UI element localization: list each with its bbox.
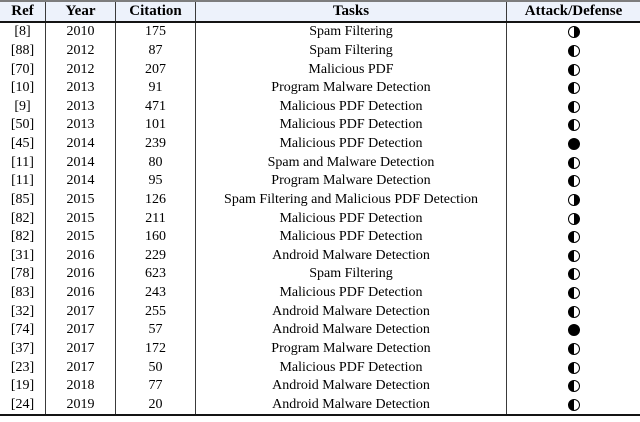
citation-cell: 87 [116, 42, 196, 61]
year-cell: 2018 [46, 377, 116, 396]
ref-cell: [11] [0, 172, 46, 191]
attack-defense-cell [507, 135, 640, 154]
table-row [0, 98, 640, 117]
table-row [0, 302, 640, 321]
citation-cell: 95 [116, 172, 196, 191]
year-cell: 2017 [46, 358, 116, 377]
task-cell: Malicious PDF Detection [196, 116, 507, 135]
task-cell: Spam Filtering and Malicious PDF Detection [196, 191, 507, 210]
attack-defense-cell [507, 265, 640, 284]
task-cell: Malicious PDF Detection [196, 98, 507, 117]
citation-cell: 211 [116, 209, 196, 228]
task-cell: Spam Filtering [196, 265, 507, 284]
year-cell: 2015 [46, 209, 116, 228]
citation-cell: 91 [116, 79, 196, 98]
table-body [0, 23, 640, 414]
left-half-moon-icon [568, 231, 580, 243]
ref-cell: [31] [0, 247, 46, 266]
attack-defense-cell [507, 302, 640, 321]
ref-cell: [78] [0, 265, 46, 284]
attack-defense-cell [507, 116, 640, 135]
ref-cell: [10] [0, 79, 46, 98]
header-ref: Ref [0, 2, 46, 21]
table-row [0, 358, 640, 377]
table-row [0, 116, 640, 135]
ref-cell: [50] [0, 116, 46, 135]
ref-cell: [70] [0, 60, 46, 79]
year-cell: 2012 [46, 60, 116, 79]
year-cell: 2012 [46, 42, 116, 61]
table-row [0, 23, 640, 42]
attack-defense-cell [507, 42, 640, 61]
ref-cell: [82] [0, 228, 46, 247]
left-half-moon-icon [568, 101, 580, 113]
year-cell: 2013 [46, 98, 116, 117]
task-cell: Android Malware Detection [196, 302, 507, 321]
citation-cell: 255 [116, 302, 196, 321]
citation-cell: 207 [116, 60, 196, 79]
attack-defense-cell [507, 79, 640, 98]
citation-cell: 20 [116, 396, 196, 415]
left-half-moon-icon [568, 343, 580, 355]
attack-defense-cell [507, 284, 640, 303]
left-half-moon-icon [568, 362, 580, 374]
year-cell: 2014 [46, 172, 116, 191]
left-half-moon-icon [568, 306, 580, 318]
ref-cell: [9] [0, 98, 46, 117]
citation-cell: 50 [116, 358, 196, 377]
full-moon-icon [568, 138, 580, 150]
citation-cell: 101 [116, 116, 196, 135]
table-row [0, 228, 640, 247]
table-row [0, 153, 640, 172]
year-cell: 2019 [46, 396, 116, 415]
left-half-moon-icon [568, 64, 580, 76]
ref-cell: [85] [0, 191, 46, 210]
year-cell: 2017 [46, 321, 116, 340]
year-cell: 2016 [46, 247, 116, 266]
year-cell: 2015 [46, 228, 116, 247]
task-cell: Program Malware Detection [196, 79, 507, 98]
ref-cell: [19] [0, 377, 46, 396]
task-cell: Android Malware Detection [196, 377, 507, 396]
year-cell: 2013 [46, 116, 116, 135]
table-header-row [0, 2, 640, 21]
task-cell: Android Malware Detection [196, 396, 507, 415]
attack-defense-cell [507, 377, 640, 396]
citation-cell: 160 [116, 228, 196, 247]
attack-defense-cell [507, 98, 640, 117]
header-year: Year [46, 2, 116, 21]
left-half-moon-icon [568, 82, 580, 94]
task-cell: Malicious PDF Detection [196, 228, 507, 247]
header-citation: Citation [116, 2, 196, 21]
table-row [0, 79, 640, 98]
ref-cell: [83] [0, 284, 46, 303]
header-tasks: Tasks [196, 2, 507, 21]
task-cell: Malicious PDF Detection [196, 284, 507, 303]
year-cell: 2010 [46, 23, 116, 42]
left-half-moon-icon [568, 268, 580, 280]
ref-cell: [11] [0, 153, 46, 172]
citation-cell: 239 [116, 135, 196, 154]
year-cell: 2016 [46, 265, 116, 284]
left-half-moon-icon [568, 45, 580, 57]
left-half-moon-icon [568, 287, 580, 299]
task-cell: Program Malware Detection [196, 340, 507, 359]
attack-defense-cell [507, 153, 640, 172]
table-row [0, 191, 640, 210]
table-row [0, 172, 640, 191]
attack-defense-cell [507, 23, 640, 42]
citation-cell: 229 [116, 247, 196, 266]
table-row [0, 209, 640, 228]
citation-cell: 80 [116, 153, 196, 172]
ref-cell: [32] [0, 302, 46, 321]
year-cell: 2014 [46, 153, 116, 172]
year-cell: 2015 [46, 191, 116, 210]
table-row [0, 340, 640, 359]
ref-cell: [88] [0, 42, 46, 61]
ref-cell: [23] [0, 358, 46, 377]
attack-defense-cell [507, 358, 640, 377]
left-half-moon-icon [568, 250, 580, 262]
table-row [0, 42, 640, 61]
attack-defense-cell [507, 321, 640, 340]
table-row [0, 284, 640, 303]
left-half-moon-icon [568, 399, 580, 411]
citation-cell: 172 [116, 340, 196, 359]
year-cell: 2014 [46, 135, 116, 154]
table-row [0, 60, 640, 79]
table-row [0, 396, 640, 415]
year-cell: 2013 [46, 79, 116, 98]
citation-cell: 126 [116, 191, 196, 210]
table-row [0, 135, 640, 154]
year-cell: 2017 [46, 340, 116, 359]
ref-cell: [82] [0, 209, 46, 228]
citation-cell: 57 [116, 321, 196, 340]
task-cell: Spam Filtering [196, 42, 507, 61]
citation-cell: 471 [116, 98, 196, 117]
attack-defense-cell [507, 340, 640, 359]
year-cell: 2016 [46, 284, 116, 303]
task-cell: Program Malware Detection [196, 172, 507, 191]
task-cell: Malicious PDF [196, 60, 507, 79]
task-cell: Android Malware Detection [196, 247, 507, 266]
table-row [0, 321, 640, 340]
attack-defense-cell [507, 191, 640, 210]
attack-defense-cell [507, 172, 640, 191]
table-row [0, 377, 640, 396]
ref-cell: [24] [0, 396, 46, 415]
task-cell: Android Malware Detection [196, 321, 507, 340]
ref-cell: [74] [0, 321, 46, 340]
ref-cell: [8] [0, 23, 46, 42]
ref-cell: [45] [0, 135, 46, 154]
attack-defense-cell [507, 60, 640, 79]
ref-cell: [37] [0, 340, 46, 359]
citation-cell: 243 [116, 284, 196, 303]
table-bottom-rule [0, 414, 640, 416]
right-half-moon-icon [568, 213, 580, 225]
attack-defense-cell [507, 228, 640, 247]
left-half-moon-icon [568, 119, 580, 131]
task-cell: Malicious PDF Detection [196, 135, 507, 154]
left-half-moon-icon [568, 175, 580, 187]
left-half-moon-icon [568, 380, 580, 392]
task-cell: Spam and Malware Detection [196, 153, 507, 172]
header-attack-defense: Attack/Defense [524, 3, 623, 19]
citation-cell: 623 [116, 265, 196, 284]
task-cell: Spam Filtering [196, 23, 507, 42]
citation-cell: 77 [116, 377, 196, 396]
task-cell: Malicious PDF Detection [196, 358, 507, 377]
attack-defense-cell [507, 247, 640, 266]
right-half-moon-icon [568, 194, 580, 206]
citation-cell: 175 [116, 23, 196, 42]
right-half-moon-icon [568, 26, 580, 38]
attack-defense-cell [507, 396, 640, 415]
table-row [0, 265, 640, 284]
full-moon-icon [568, 324, 580, 336]
year-cell: 2017 [46, 302, 116, 321]
attack-defense-cell [507, 209, 640, 228]
table-row [0, 247, 640, 266]
task-cell: Malicious PDF Detection [196, 209, 507, 228]
left-half-moon-icon [568, 157, 580, 169]
